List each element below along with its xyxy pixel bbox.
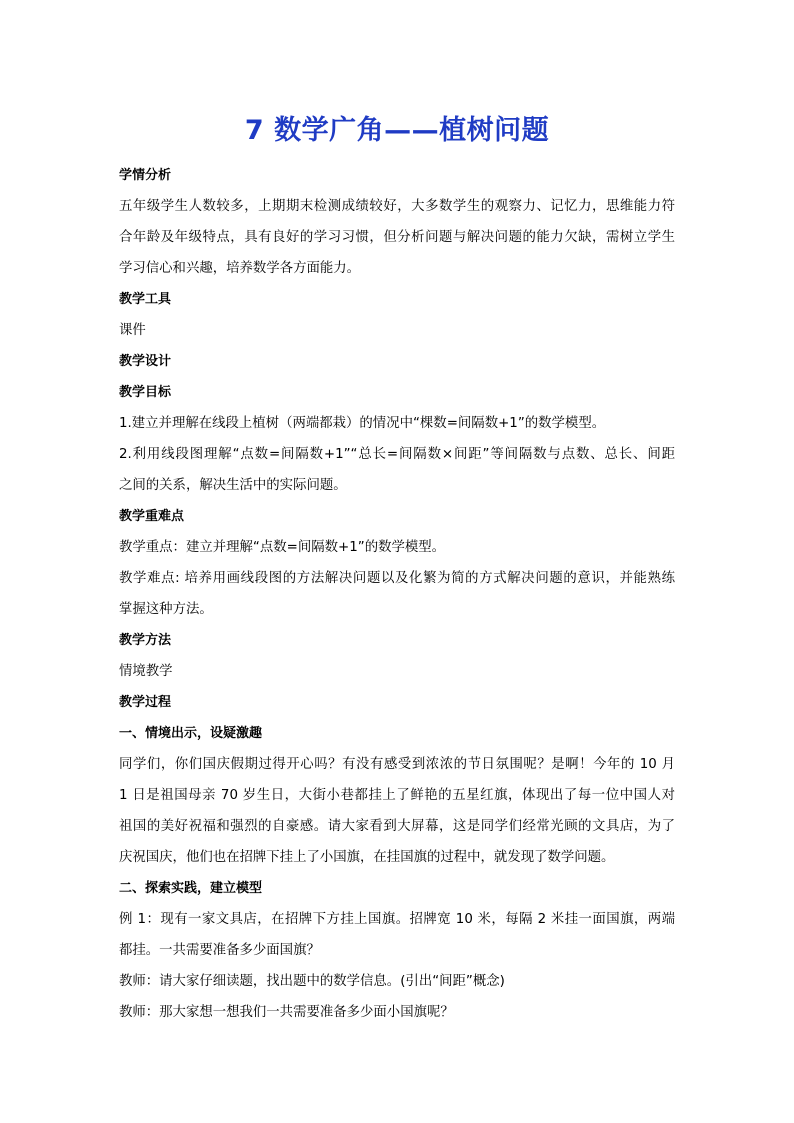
- section-heading: 教学方法: [119, 633, 172, 648]
- paragraph-line: 合年龄及年级特点，具有良好的学习习惯，但分析问题与解决问题的能力欠缺，需树立学生: [119, 230, 675, 245]
- section-heading: 教学设计: [119, 354, 172, 369]
- section-heading: 二、探索实践，建立模型: [119, 881, 263, 896]
- section-heading: 教学重难点: [119, 509, 185, 524]
- paragraph-line: 教学重点：建立并理解“点数=间隔数+1”的数学模型。: [119, 540, 446, 555]
- section-heading: 学情分析: [119, 168, 172, 183]
- section-heading: 一、情境出示，设疑激趣: [119, 726, 263, 741]
- paragraph-line: 课件: [119, 323, 146, 338]
- paragraph-line: 之间的关系，解决生活中的实际问题。: [119, 478, 347, 493]
- paragraph-line: 同学们，你们国庆假期过得开心吗？有没有感受到浓浓的节日氛围呢？是啊！今年的 10 月: [119, 757, 675, 772]
- paragraph-line: 庆祝国庆，他们也在招牌下挂上了小国旗，在挂国旗的过程中，就发现了数学问题。: [119, 850, 615, 865]
- document-body: [119, 160, 675, 1028]
- paragraph-line: 1.建立并理解在线段上植树（两端都栽）的情况中“棵数=间隔数+1”的数学模型。: [119, 416, 606, 431]
- paragraph-line: 五年级学生人数较多，上期期末检测成绩较好，大多数学生的观察力、记忆力，思维能力符: [119, 199, 675, 214]
- paragraph-line: 2.利用线段图理解“点数=间隔数+1”“总长=间隔数×间距”等间隔数与点数、总长、间距: [119, 447, 675, 462]
- paragraph-line: 掌握这种方法。: [119, 602, 213, 617]
- section-heading: 教学目标: [119, 385, 172, 400]
- section-heading: 教学过程: [119, 695, 172, 710]
- paragraph-line: 学习信心和兴趣，培养数学各方面能力。: [119, 261, 361, 276]
- document-title: 7 数学广角——植树问题: [244, 115, 550, 146]
- paragraph-line: 情境教学: [119, 664, 173, 679]
- paragraph-line: 教师：请大家仔细读题，找出题中的数学信息。(引出“间距”概念): [119, 974, 505, 989]
- section-heading: 教学工具: [119, 292, 172, 307]
- paragraph-line: 祖国的美好祝福和强烈的自豪感。请大家看到大屏幕，这是同学们经常光顾的文具店，为了: [119, 819, 675, 834]
- document-page: [119, 108, 675, 1028]
- paragraph-line: 教师：那大家想一想我们一共需要准备多少面小国旗呢？: [119, 1005, 454, 1020]
- paragraph-line: 1 日是祖国母亲 70 岁生日，大街小巷都挂上了鲜艳的五星红旗，体现出了每一位中国人对: [119, 788, 675, 803]
- paragraph-line: 都挂。一共需要准备多少面国旗？: [119, 943, 320, 958]
- paragraph-line: 例 1：现有一家文具店，在招牌下方挂上国旗。招牌宽 10 米，每隔 2 米挂一面国旗，两端: [119, 912, 675, 927]
- paragraph-line: 教学难点: 培养用画线段图的方法解决问题以及化繁为简的方式解决问题的意识，并能熟练: [119, 571, 675, 586]
